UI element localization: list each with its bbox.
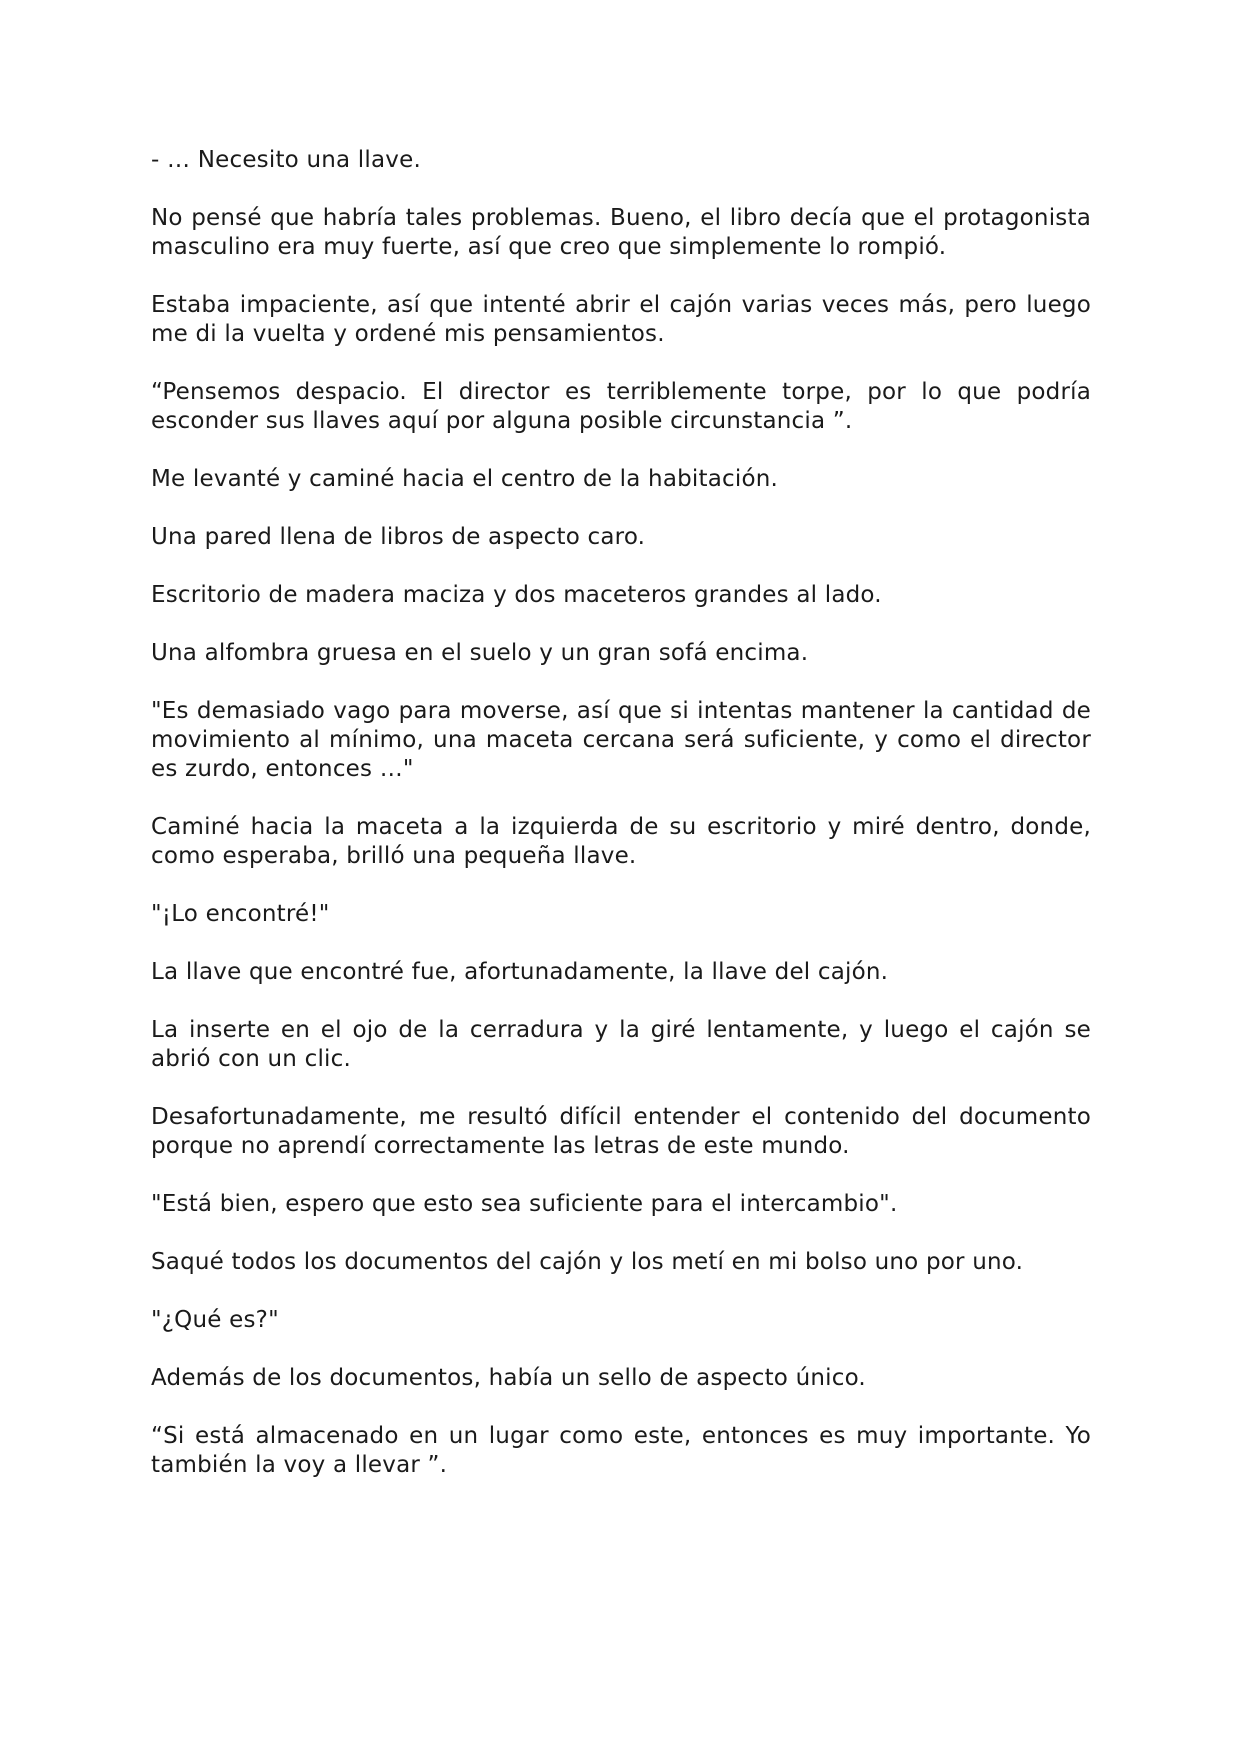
paragraph-13: La inserte en el ojo de la cerradura y la giré lentamente, y luego el cajón se abrió con un clic. (151, 1017, 1091, 1072)
document-page (151, 146, 1091, 1509)
paragraph-19: “Si está almacenado en un lugar como este, entonces es muy importante. Yo también la voy a llevar ”. (151, 1423, 1091, 1478)
paragraph-7: Escritorio de madera maciza y dos maceteros grandes al lado. (151, 582, 882, 608)
paragraph-9: "Es demasiado vago para moverse, así que si intentas mantener la cantidad de movimiento al mínimo, una maceta cercana será suficiente, y como el director es zurdo, entonces …" (151, 698, 1091, 782)
paragraph-16: Saqué todos los documentos del cajón y los metí en mi bolso uno por uno. (151, 1249, 1024, 1275)
paragraph-10: Caminé hacia la maceta a la izquierda de su escritorio y miré dentro, donde, como esperaba, brilló una pequeña llave. (151, 814, 1091, 869)
paragraph-4: “Pensemos despacio. El director es terriblemente torpe, por lo que podría esconder sus llaves aquí por alguna posible circunstancia ”. (151, 379, 1091, 434)
paragraph-15: "Está bien, espero que esto sea suficiente para el intercambio". (151, 1191, 898, 1217)
paragraph-2: No pensé que habría tales problemas. Bueno, el libro decía que el protagonista masculino era muy fuerte, así que creo que simplemente lo rompió. (151, 205, 1091, 260)
paragraph-17: "¿Qué es?" (151, 1307, 279, 1333)
paragraph-5: Me levanté y caminé hacia el centro de la habitación. (151, 466, 779, 492)
paragraph-8: Una alfombra gruesa en el suelo y un gran sofá encima. (151, 640, 809, 666)
paragraph-11: "¡Lo encontré!" (151, 901, 330, 927)
paragraph-12: La llave que encontré fue, afortunadamente, la llave del cajón. (151, 959, 889, 985)
paragraph-1: - … Necesito una llave. (151, 147, 421, 173)
paragraph-18: Además de los documentos, había un sello de aspecto único. (151, 1365, 866, 1391)
paragraph-6: Una pared llena de libros de aspecto caro. (151, 524, 646, 550)
paragraph-14: Desafortunadamente, me resultó difícil entender el contenido del documento porque no aprendí correctamente las letras de este mundo. (151, 1104, 1091, 1159)
paragraph-3: Estaba impaciente, así que intenté abrir el cajón varias veces más, pero luego me di la vuelta y ordené mis pensamientos. (151, 292, 1091, 347)
